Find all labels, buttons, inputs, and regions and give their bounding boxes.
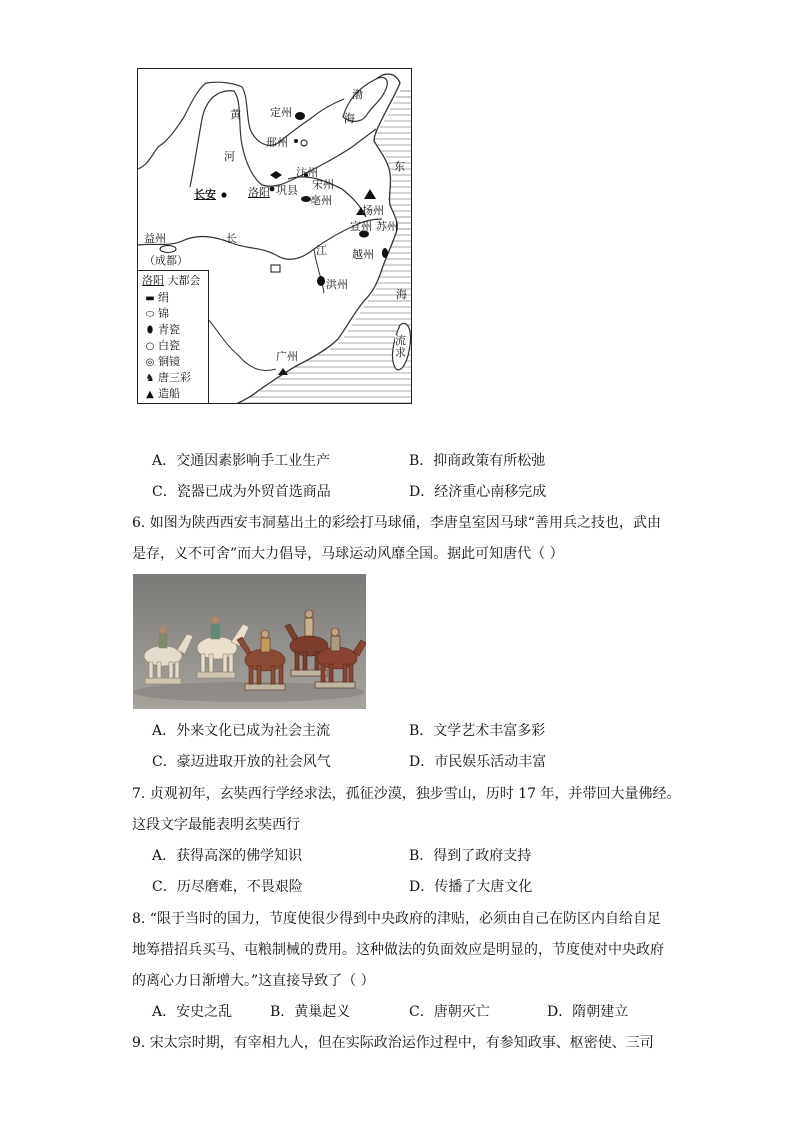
q8-option-c[interactable]: C．唐朝灭亡 <box>409 1004 490 1020</box>
legend-label: 绢 <box>158 291 169 304</box>
map-label-changan: 长安 <box>194 188 216 201</box>
legend-title-text: 大都会 <box>167 274 201 287</box>
legend-label: 唐三彩 <box>158 371 191 384</box>
map-label-chang: 长 <box>226 232 237 245</box>
q7-option-c[interactable]: C．历尽磨难，不畏艰险 <box>152 879 303 895</box>
q7-option-a[interactable]: A．获得高深的佛学知识 <box>152 848 303 864</box>
horse-figurine-5 <box>315 628 366 688</box>
celadon-mark-2 <box>317 276 325 286</box>
legend-label: 白瓷 <box>158 339 180 352</box>
map-label-yangzhou: 扬州 <box>362 204 384 217</box>
map-label-chengdu: （成都） <box>144 254 188 267</box>
white-porcelain-mark <box>301 140 307 146</box>
map-label-gongxian: 巩县 <box>276 184 298 197</box>
celadon-mark <box>382 248 388 258</box>
q7-stem-line1: 7. 贞观初年，玄奘西行学经求法，孤征沙漠，独步雪山，历时 17 年，并带回大量佛经。 <box>132 786 681 802</box>
horse-figurine-2 <box>197 616 249 678</box>
legend-label: 造船 <box>158 387 180 400</box>
horse-figurine-1 <box>144 626 193 684</box>
q7-option-d[interactable]: D．传播了大唐文化 <box>409 879 533 895</box>
brocade-mark <box>160 246 176 253</box>
legend-item-silk <box>142 292 169 305</box>
q6-option-c[interactable]: C．豪迈进取开放的社会风气 <box>152 754 331 770</box>
changan-dot <box>221 192 226 197</box>
q8-stem-line3: 的离心力日渐增大。”这直接导致了（ ） <box>132 973 375 989</box>
legend-item-brocade <box>142 308 169 321</box>
silk-mark <box>295 112 305 120</box>
shipbuilding-mark <box>364 189 376 199</box>
brocade-icon: ⬭ <box>145 309 155 320</box>
q5-option-a[interactable]: A．交通因素影响手工业生产 <box>152 453 331 469</box>
q8-stem-line1: 8. “限于当时的国力，节度使很少得到中央政府的津贴，必须由自己在防区内自给自足 <box>132 911 661 927</box>
tricolor-mark <box>270 171 282 179</box>
q6-stem-line2: 是存，义不可舍”而大力倡导，马球运动风靡全国。据此可知唐代（ ） <box>132 546 564 562</box>
legend-item-celadon <box>142 324 180 337</box>
q7-option-b[interactable]: B．得到了政府支持 <box>409 848 532 864</box>
luoyang-dot <box>270 187 275 192</box>
map-label-hai2: 海 <box>396 288 407 301</box>
q5-option-b[interactable]: B．抑商政策有所松弛 <box>409 453 546 469</box>
map-label-luoyang: 洛阳 <box>248 186 270 199</box>
horse-figurines-illustration <box>133 574 366 709</box>
map-label-bianzhou: 汴州 <box>296 166 318 179</box>
legend-label: 青瓷 <box>158 323 180 336</box>
map-label-jiang: 江 <box>316 244 327 257</box>
shipbuilding-icon: ▲ <box>146 389 154 400</box>
horse-figurine-3 <box>237 630 285 690</box>
map-label-xuanzhou: 宣州 <box>350 220 372 233</box>
q6-option-d[interactable]: D．市民娱乐活动丰富 <box>409 754 547 770</box>
silk-icon: ▬ <box>145 293 155 304</box>
legend-label: 铜镜 <box>158 355 180 368</box>
map-label-xingzhou: 邢州 <box>266 136 288 149</box>
map-label-hongzhou: 洪州 <box>326 278 348 291</box>
coastline <box>234 74 400 404</box>
legend-title <box>142 275 201 287</box>
map-label-dingzhou: 定州 <box>270 106 292 119</box>
map-label-liuqiu: 流求 <box>395 334 406 359</box>
polo-figurines-photo <box>133 574 366 709</box>
legend-label: 锦 <box>158 307 169 320</box>
bronze-mirror-icon: ◎ <box>145 357 155 368</box>
white-porcelain-icon: ○ <box>145 341 155 352</box>
map-label-he: 河 <box>224 150 235 163</box>
q9-stem-line1: 9. 宋太宗时期，有宰相九人，但在实际政治运作过程中，有参知政事、枢密使、三司 <box>132 1035 654 1051</box>
map-label-dong: 东 <box>394 160 405 173</box>
legend-item-shipbuilding <box>142 388 180 401</box>
bronze-mirror-mark <box>271 265 280 272</box>
legend-item-tricolor <box>142 372 191 385</box>
q8-option-b[interactable]: B．黄巢起义 <box>270 1004 351 1020</box>
map-label-guangzhou: 广州 <box>276 350 298 363</box>
map-label-hai: 海 <box>344 112 355 125</box>
q7-stem-line2: 这段文字最能表明玄奘西行 <box>132 817 300 833</box>
q8-stem-line2: 地筹措招兵买马、屯粮制械的费用。这种做法的负面效应是明显的，节度使对中央政府 <box>132 942 664 958</box>
q6-option-b[interactable]: B．文学艺术丰富多彩 <box>409 723 546 739</box>
q8-option-a[interactable]: A．安史之乱 <box>152 1004 233 1020</box>
map-label-yizhou: 益州 <box>144 232 166 245</box>
map-label-bozhou: 亳州 <box>310 194 332 207</box>
q8-option-d[interactable]: D．隋朝建立 <box>547 1004 629 1020</box>
q6-stem-line1: 6. 如图为陕西西安韦洞墓出土的彩绘打马球俑，李唐皇室因马球“善用兵之技也，武由 <box>132 515 661 531</box>
map-label-yuezhou: 越州 <box>352 248 374 261</box>
celadon-icon: ⬮ <box>146 325 154 336</box>
legend-title-city: 洛阳 <box>142 274 164 287</box>
map-label-huang: 黄 <box>230 108 241 121</box>
map-label-bo: 渤 <box>352 88 363 101</box>
legend-item-white-porcelain <box>142 340 180 353</box>
tricolor-icon: ♞ <box>145 373 155 384</box>
northern-border <box>138 82 344 169</box>
legend-item-bronze-mirror <box>142 356 180 369</box>
map-label-suzhou: 苏州 <box>376 220 398 233</box>
southern-border <box>208 319 276 370</box>
tang-handicraft-map <box>137 68 412 404</box>
map-legend <box>138 270 209 403</box>
q5-option-d[interactable]: D．经济重心南移完成 <box>409 484 547 500</box>
map-label-songzhou: 宋州 <box>312 178 334 191</box>
q6-option-a[interactable]: A．外来文化已成为社会主流 <box>152 723 331 739</box>
xingzhou-dot <box>294 139 298 143</box>
q5-option-c[interactable]: C．瓷器已成为外贸首选商品 <box>152 484 331 500</box>
